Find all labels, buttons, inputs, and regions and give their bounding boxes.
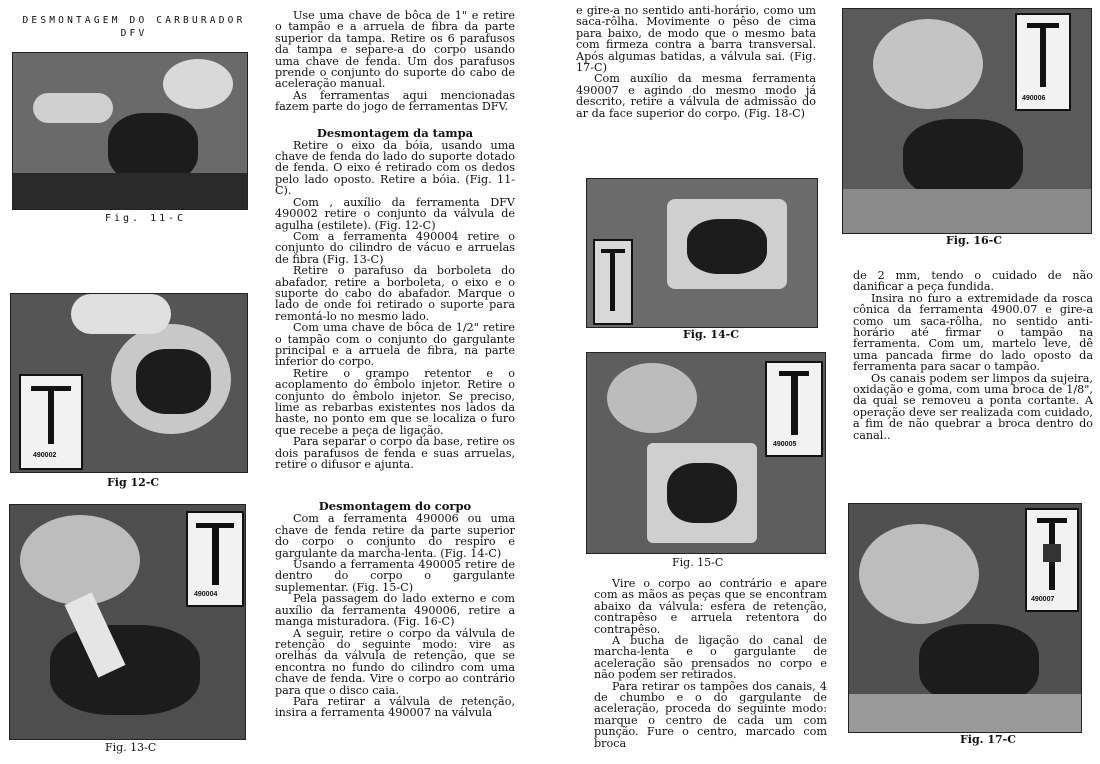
paragraph: Retire o eixo da bóia, usando uma chave de fenda do lado do suporte dotado de fenda. O eixo é retirado com os dedos pelo lado oposto. Retire a bóia. (Fig. 11-C). [275, 138, 515, 198]
paragraph: Retire o grampo retentor e o acoplamento do êmbolo injetor. Retire o conjunto do êmbolo injetor. Se preciso, lime as rebarbas existentes nos lados da haste, no ponto em que se localiza o furo que recebe a peça de ligação. [275, 366, 515, 437]
text-column-2 [275, 10, 515, 719]
section-title [20, 14, 248, 40]
figure-11-photo [12, 52, 248, 210]
tool-number: 490002 [33, 452, 57, 459]
paragraph: de 2 mm, tendo o cuidado de não danificar a peça fundida. [853, 269, 1093, 294]
tool-number: 490005 [773, 441, 797, 448]
figure-17-photo [848, 503, 1082, 733]
figure-12-caption: Fig 12-C [107, 476, 160, 489]
figure-15-photo [586, 352, 826, 554]
figure-17-caption: Fig. 17-C [960, 733, 1016, 746]
title-line-2: DFV [120, 28, 148, 39]
section-heading-tampa: Desmontagem da tampa [316, 125, 474, 140]
figure-11-caption: Fig. 11-C [105, 213, 187, 224]
paragraph: Com a ferramenta 490006 ou uma chave de fenda retire da parte superior do corpo o conjunto do respiro e gargulante da marcha-lenta. (Fig. 14-C) [275, 512, 515, 560]
paragraph: Com auxílio da mesma ferramenta 490007 e agindo do mesmo modo já descrito, retire a válvula de admissão do ar da face superior do corpo. (Fig. 18-C) [576, 72, 816, 120]
paragraph: Para retirar a válvula de retenção, insira a ferramenta 490007 na válvula [275, 694, 515, 720]
paragraph: Com a ferramenta 490004 retire o conjunto do cilindro de vácuo e arruelas de fibra (Fig. 13-C) [275, 229, 515, 266]
figure-13-caption: Fig. 13-C [105, 741, 157, 754]
text-column-3-bottom [594, 578, 827, 749]
tool-number: 490006 [1022, 95, 1046, 102]
figure-14-photo [586, 178, 818, 328]
figure-16-caption: Fig. 16-C [946, 234, 1002, 247]
title-line-1: DESMONTAGEM DO CARBURADOR [22, 15, 246, 26]
figure-12-photo [10, 293, 248, 473]
tool-490007-inset [1025, 508, 1079, 612]
text-column-3-top [576, 5, 816, 119]
paragraph: Para retirar os tampões dos canais, 4 de chumbo e o do gargulante de aceleração, proceda do seguinte modo: marque o centro de cada um com punção. Fure o centro, marcado com broca [594, 679, 827, 750]
paragraph: A seguir, retire o corpo da válvula de retenção do seguinte modo: vire as orelhas da válvula de retenção, que se encontra no fundo do cilindro com uma chave de fenda. Vire o corpo ao contrário para que o disco caia. [275, 626, 515, 697]
paragraph: Use uma chave de bôca de 1" e retire o tampão e a arruela de fibra da parte superior da tampa. Retire os 6 parafusos da tampa e separe-a do corpo usando uma chave de fenda. Um dos parafusos prende o conjunto do suporte do cabo de aceleração manual. [275, 9, 515, 91]
section-heading-corpo: Desmontagem do corpo [318, 499, 472, 514]
paragraph: Retire o parafuso da borboleta do abafador, retire a borboleta, o eixo e o suporte do cabo do abafador. Marque o lado de onde foi retirado o suporte para remontá-lo no mesmo lado. [275, 264, 515, 323]
paragraph: Os canais podem ser limpos da sujeira, oxidação e goma, com uma broca de 1/8", da qual se removeu a ponta cortante. A operação deve ser realizada com cuidado, a fim de não quebrar a broca dentro do canal.. [853, 371, 1093, 442]
text-column-4 [853, 270, 1093, 441]
paragraph: Pela passagem do lado externo e com auxílio da ferramenta 490006, retire a manga misturadora. (Fig. 16-C) [275, 592, 515, 629]
tool-490002-inset [19, 374, 83, 470]
paragraph: Com , auxílio da ferramenta DFV 490002 retire o conjunto da válvula de agulha (estilete). (Fig. 12-C) [275, 195, 515, 232]
tool-490006-inset [1015, 13, 1071, 111]
figure-14-caption: Fig. 14-C [683, 328, 739, 341]
figure-15-caption: Fig. 15-C [672, 556, 724, 569]
paragraph: Para separar o corpo da base, retire os dois parafusos de fenda e suas arruelas, retire o difusor e ajunta. [275, 435, 515, 472]
paragraph: A bucha de ligação do canal de marcha-lenta e o gargulante de aceleração são prensados no corpo e não podem ser retirados. [594, 634, 827, 682]
tool-number: 490007 [1031, 596, 1055, 603]
tool-490004-inset [186, 511, 244, 607]
figure-13-photo [9, 504, 246, 740]
paragraph: Vire o corpo ao contrário e apare com as mãos as peças que se encontram abaixo da válvula: esfera de retenção, contrapêso e arruela retentora do contrapêso. [594, 577, 827, 636]
paragraph: As ferramentas aqui mencionadas fazem parte do jogo de ferramentas DFV. [275, 88, 515, 114]
paragraph: Usando a ferramenta 490005 retire de dentro do corpo o gargulante suplementar. (Fig. 15-C) [275, 558, 515, 594]
tool-number: 490004 [194, 591, 218, 598]
tool-490005-inset [765, 361, 823, 457]
paragraph: e gire-a no sentido anti-horário, como um saca-rôlha. Movimente o pêso de cima para baixo, de modo que o mesmo bata com firmeza contra a barra transversal. Após algumas batidas, a válvula sai. (Fig. 17-C) [576, 4, 816, 75]
figure-16-photo [842, 8, 1092, 234]
tool-inset [593, 239, 633, 325]
paragraph: Insira no furo a extremidade da rosca cônica da ferramenta 4900.07 e gire-a como um saca-rôlha, no sentido anti-horário até firmar o tampão na ferramenta. Com um, martelo leve, dê uma pancada firme do lado oposto da ferramenta para sacar o tampão. [853, 291, 1093, 374]
paragraph: Com uma chave de bôca de 1/2" retire o tampão com o conjunto do gargulante principal e a arruela de fibra, na parte inferior do corpo. [275, 321, 515, 369]
